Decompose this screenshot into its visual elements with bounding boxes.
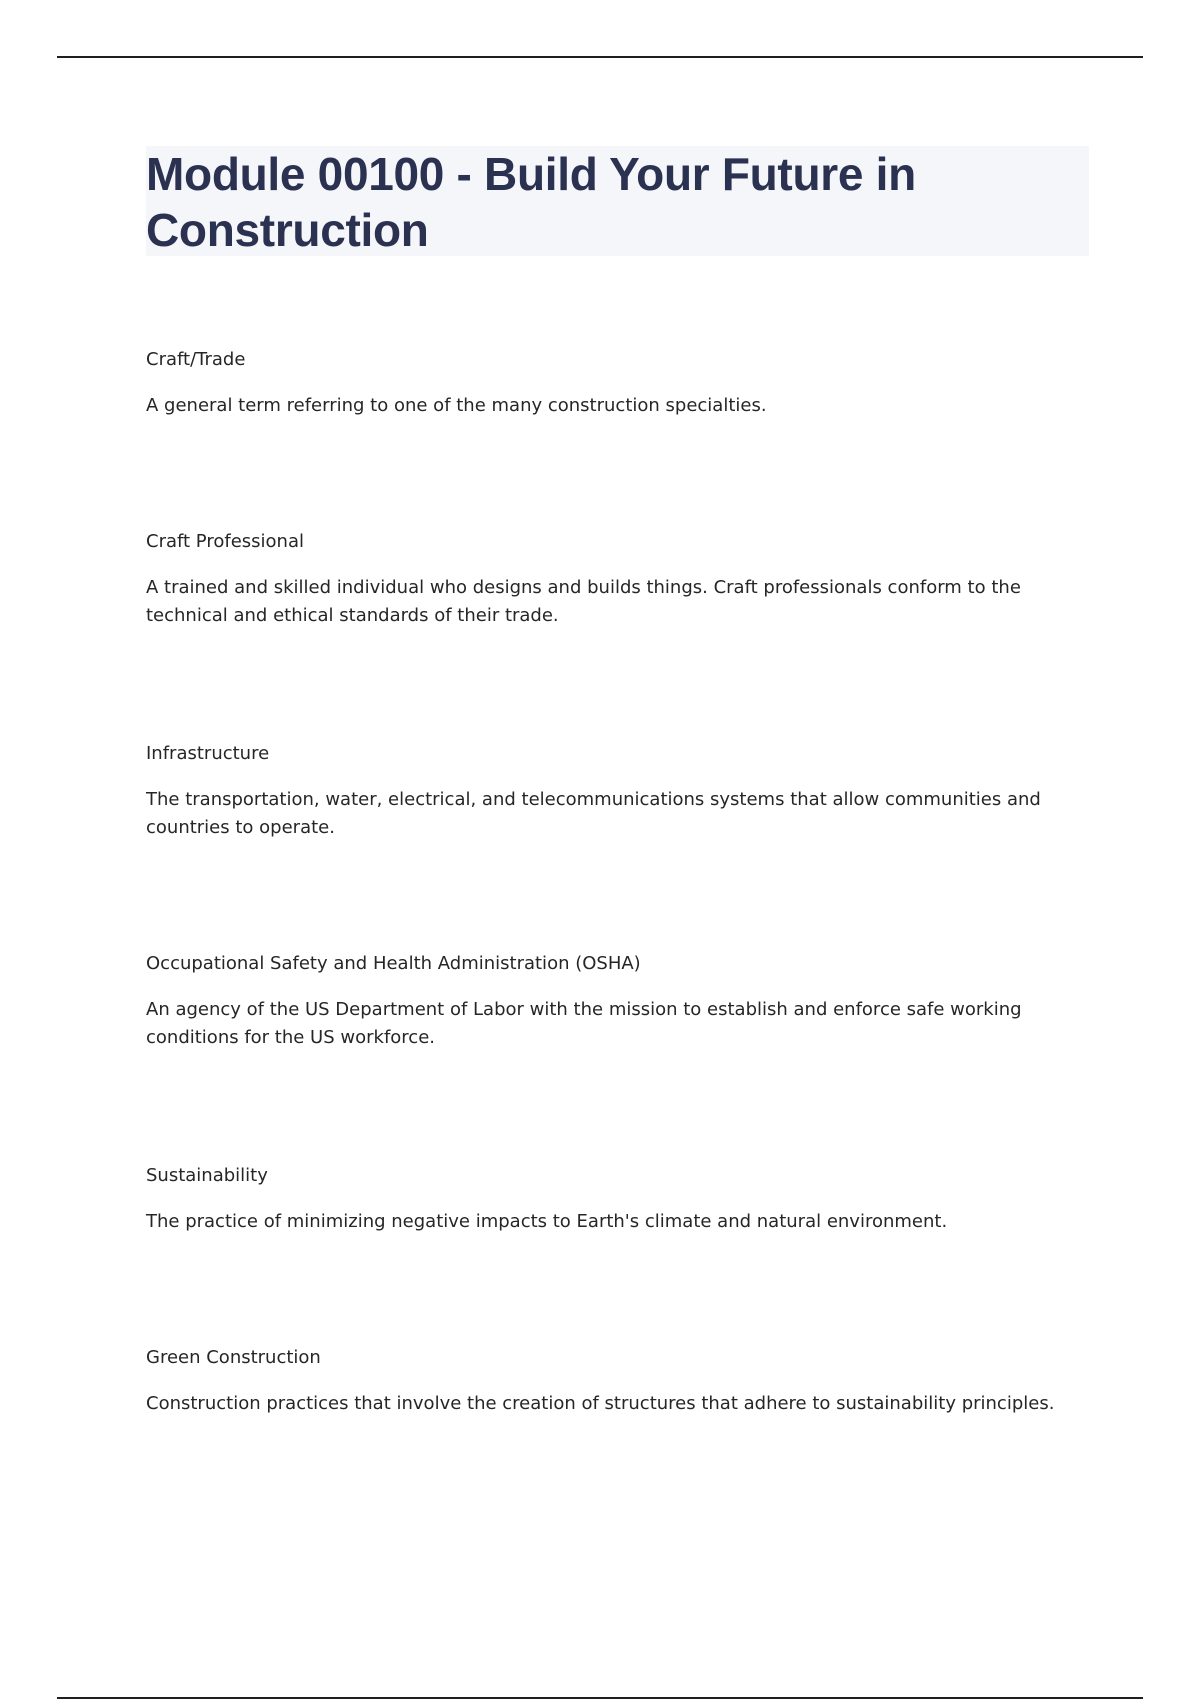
glossary-definition: The practice of minimizing negative impacts to Earth's climate and natural environment.	[146, 1211, 948, 1232]
glossary-definition: An agency of the US Department of Labor with the mission to establish and enforce safe working conditions for the US workforce.	[146, 999, 1022, 1048]
glossary-term: Sustainability	[146, 1165, 268, 1186]
title-banner	[146, 146, 1089, 256]
glossary-term: Craft/Trade	[146, 349, 246, 370]
glossary-entry	[146, 1164, 1066, 1236]
glossary-term: Craft Professional	[146, 531, 304, 552]
glossary-definition: The transportation, water, electrical, and telecommunications systems that allow communities and countries to operate.	[146, 789, 1041, 838]
glossary-entry	[146, 530, 1066, 630]
bottom-rule	[57, 1697, 1143, 1699]
page-title: Module 00100 - Build Your Future in Construction	[146, 148, 916, 256]
glossary-definition: A general term referring to one of the many construction specialties.	[146, 395, 767, 416]
glossary-term: Green Construction	[146, 1347, 321, 1368]
glossary-definition: Construction practices that involve the creation of structures that adhere to sustainability principles.	[146, 1393, 1055, 1414]
glossary-entry	[146, 1346, 1066, 1418]
glossary-entry	[146, 348, 1066, 420]
glossary-term: Occupational Safety and Health Administration (OSHA)	[146, 953, 641, 974]
glossary-entry	[146, 952, 1066, 1052]
top-rule	[57, 56, 1143, 58]
glossary-entry	[146, 742, 1066, 842]
glossary-definition: A trained and skilled individual who designs and builds things. Craft professionals conform to the technical and ethical standards of their trade.	[146, 577, 1021, 626]
glossary-term: Infrastructure	[146, 743, 270, 764]
